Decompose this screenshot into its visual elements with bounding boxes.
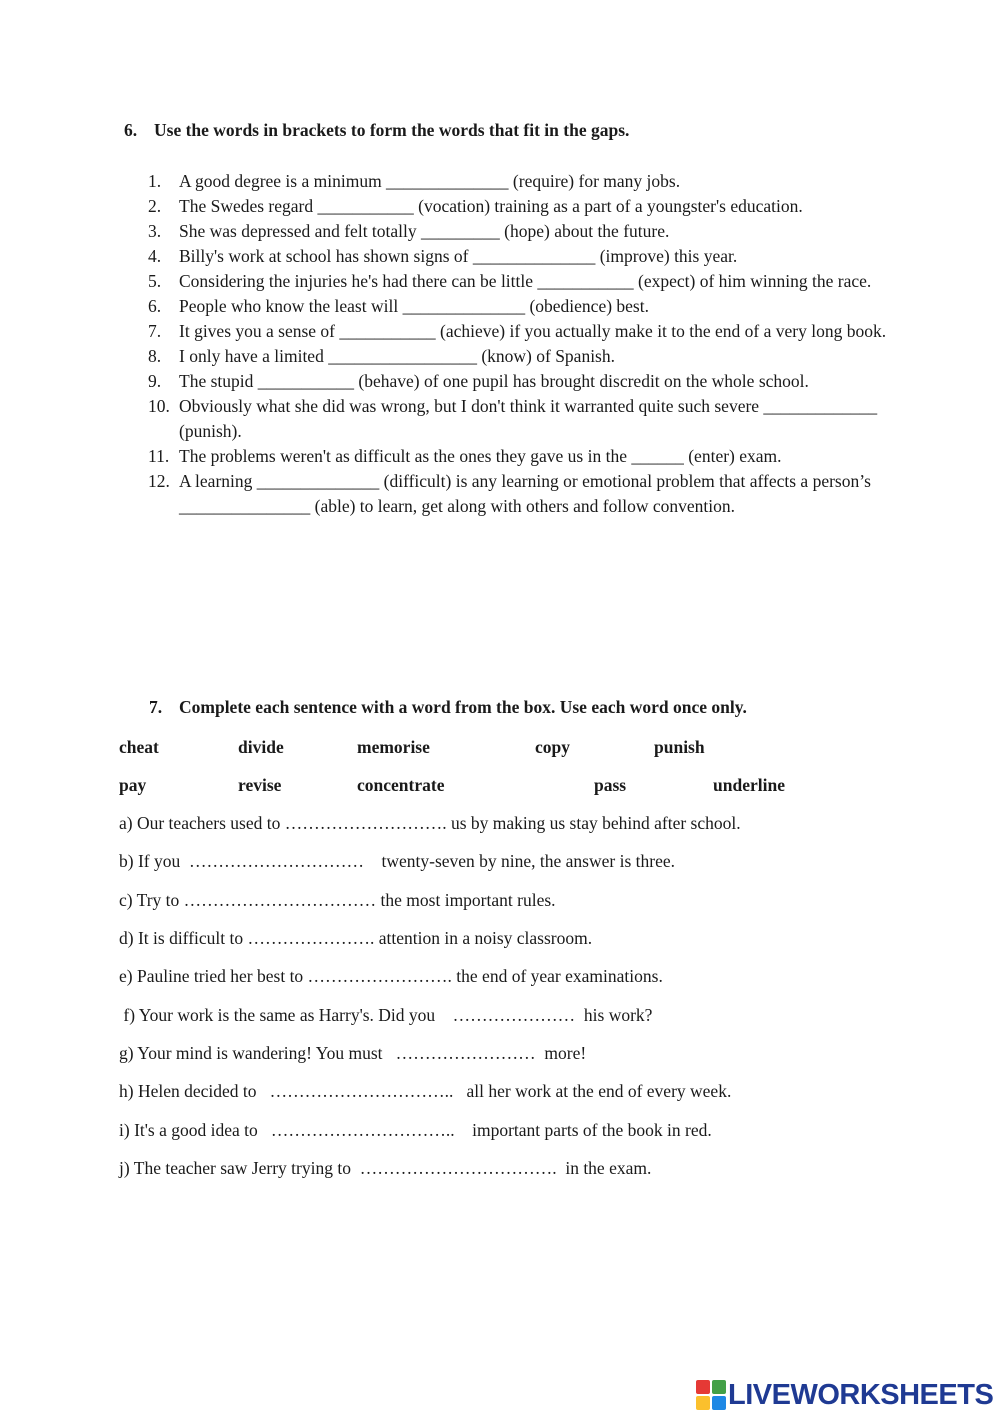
exercise-6-title: Use the words in brackets to form the words that fit in the gaps.	[154, 120, 630, 140]
logo-square-red	[696, 1380, 710, 1394]
logo-square-green	[712, 1380, 726, 1394]
sentence-item: a) Our teachers used to ………………………. us by making us stay behind after school.	[119, 813, 741, 833]
word-box-item: underline	[713, 775, 785, 795]
question-item	[148, 169, 888, 194]
question-text: I only have a limited _________________ (know) of Spanish.	[179, 346, 615, 366]
word-box-item: memorise	[357, 737, 430, 757]
liveworksheets-logo[interactable]	[696, 1378, 993, 1412]
sentence-item: c) Try to …………………………… the most important rules.	[119, 890, 556, 910]
question-item	[148, 469, 888, 519]
word-box-item: pass	[594, 775, 627, 795]
question-text: A good degree is a minimum ______________ (require) for many jobs.	[179, 171, 681, 191]
question-item	[148, 219, 888, 244]
question-number: 2.	[148, 196, 162, 216]
question-number: 4.	[148, 246, 162, 266]
question-number: 12.	[148, 471, 170, 491]
logo-square-blue	[712, 1396, 726, 1410]
question-number: 10.	[148, 396, 170, 416]
exercise-7-heading	[149, 697, 747, 718]
sentence-item: d) It is difficult to …………………. attention in a noisy classroom.	[119, 928, 593, 948]
question-number: 3.	[148, 221, 162, 241]
question-text: She was depressed and felt totally _________ (hope) about the future.	[179, 221, 670, 241]
logo-text: LIVEWORKSHEETS	[728, 1378, 994, 1411]
question-item	[148, 394, 888, 444]
question-number: 8.	[148, 346, 162, 366]
question-text: Obviously what she did was wrong, but I don't think it warranted quite such severe _____________ (punish).	[179, 396, 878, 441]
question-text: People who know the least will ______________ (obedience) best.	[179, 296, 649, 316]
question-number: 6.	[148, 296, 162, 316]
question-text: The Swedes regard ___________ (vocation) training as a part of a youngster's education.	[179, 196, 803, 216]
question-text: Billy's work at school has shown signs of ______________ (improve) this year.	[179, 246, 738, 266]
sentence-item: e) Pauline tried her best to ……………………. the end of year examinations.	[119, 966, 663, 986]
sentence-item: g) Your mind is wandering! You must …………………… more!	[119, 1043, 587, 1063]
question-item	[148, 244, 888, 269]
exercise-7-title: Complete each sentence with a word from the box. Use each word once only.	[179, 697, 747, 717]
question-text: It gives you a sense of ___________ (achieve) if you actually make it to the end of a very long book.	[179, 321, 887, 341]
word-box-item: revise	[238, 775, 282, 795]
question-item	[148, 194, 888, 219]
word-box-item: copy	[535, 737, 570, 757]
logo-square-yellow	[696, 1396, 710, 1410]
question-text: A learning ______________ (difficult) is any learning or emotional problem that affects a person’s _______________ (able) to learn, get along with others and follow convention.	[179, 471, 871, 516]
word-box-item: pay	[119, 775, 147, 795]
sentence-item: f) Your work is the same as Harry's. Did you ………………… his work?	[119, 1005, 653, 1025]
question-item	[148, 444, 888, 469]
word-box-item: divide	[238, 737, 284, 757]
question-item	[148, 319, 888, 344]
word-box-item: punish	[654, 737, 705, 757]
sentence-item: j) The teacher saw Jerry trying to ……………………………. in the exam.	[119, 1158, 652, 1178]
exercise-6-heading	[124, 120, 629, 141]
question-number: 1.	[148, 171, 162, 191]
question-number: 11.	[148, 446, 170, 466]
question-number: 5.	[148, 271, 162, 291]
question-number: 7.	[148, 321, 162, 341]
exercise-7-number: 7.	[149, 697, 163, 717]
word-box-item: cheat	[119, 737, 159, 757]
sentence-item: i) It's a good idea to ………………………….. important parts of the book in red.	[119, 1120, 712, 1140]
sentence-item: h) Helen decided to ………………………….. all her work at the end of every week.	[119, 1081, 732, 1101]
question-item	[148, 344, 888, 369]
question-text: Considering the injuries he's had there can be little ___________ (expect) of him winning the race.	[179, 271, 872, 291]
exercise-6-number: 6.	[124, 120, 138, 140]
question-text: The stupid ___________ (behave) of one pupil has brought discredit on the whole school.	[179, 371, 809, 391]
word-box-item: concentrate	[357, 775, 445, 795]
question-text: The problems weren't as difficult as the ones they gave us in the ______ (enter) exam.	[179, 446, 782, 466]
question-item	[148, 269, 888, 294]
question-item	[148, 369, 888, 394]
exercise-6-question-list	[148, 169, 888, 519]
question-number: 9.	[148, 371, 162, 391]
liveworksheets-logo-icon	[696, 1380, 726, 1410]
sentence-item: b) If you ………………………… twenty-seven by nine, the answer is three.	[119, 851, 676, 871]
question-item	[148, 294, 888, 319]
